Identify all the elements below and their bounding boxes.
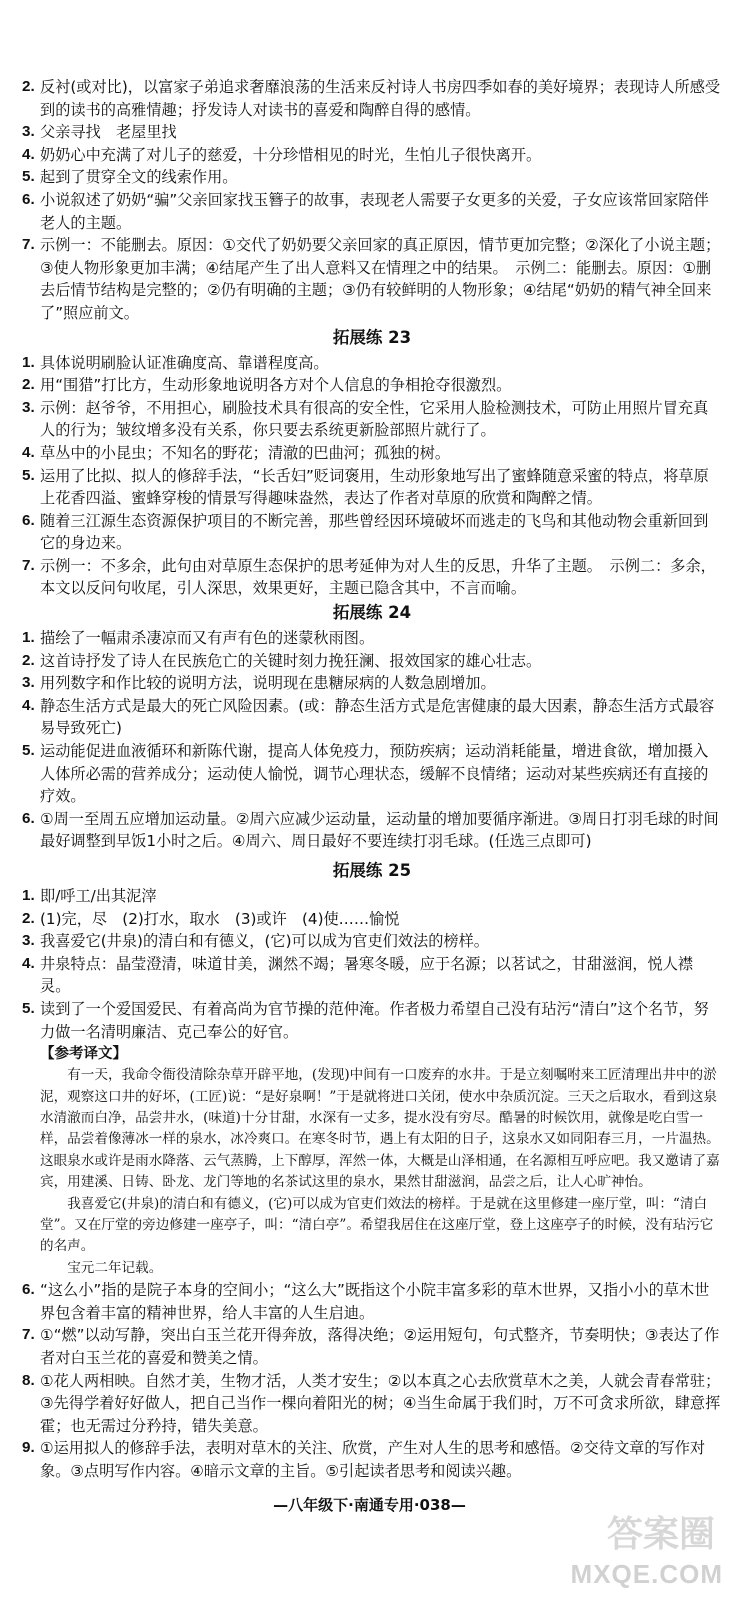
answer-number: 5. — [22, 742, 35, 760]
answer-group-lesson-25 — [22, 885, 722, 1043]
answer-number: 4. — [22, 696, 35, 714]
answer-text: 示例：赵爷爷，不用担心，刷脸技术具有很高的安全性，它采用人脸检测技术，可防止用照片冒充真人的行为；皱纹增多没有关系，你只要去系统更新脸部照片就行了。 — [40, 398, 709, 440]
answer-number: 3. — [22, 398, 35, 416]
answer-group-lesson-22 — [22, 76, 722, 325]
page-footer: —八年级下·南通专用·038— — [273, 1496, 466, 1514]
answer-text: 井泉特点：晶莹澄清，味道甘美，渊然不竭；暑寒冬暖，应于名源；以茗试之，甘甜滋润，悦人襟灵。 — [40, 954, 694, 996]
answer-number: 6. — [22, 809, 35, 827]
answer-item — [22, 740, 722, 808]
answer-number: 1. — [22, 353, 35, 371]
answer-number: 7. — [22, 236, 35, 254]
answer-text: 运动能促进血液循环和新陈代谢，提高人体免疫力，预防疾病；运动消耗能量，增进食欲，增加摄入人体所必需的营养成分；运动使人愉悦，调节心理状态，缓解不良情绪；运动对某些疾病还有直接的疗效。 — [40, 742, 709, 806]
answer-item — [22, 885, 722, 908]
answer-text: 即/呼工/出其泥滓 — [40, 887, 157, 905]
answer-text: 我喜爱它(井泉)的清白和有德义，(它)可以成为官吏们效法的榜样。 — [40, 932, 489, 951]
answer-item — [22, 234, 722, 324]
answer-item — [22, 76, 722, 121]
answer-text: ①花人两相映。自然才美，生物才活，人类才安生；②以本真之心去欣赏草木之美，人就会青春常驻；③先得学着好好做人，把自己当作一棵向着阳光的树；④当生命属于我们时，万不可贪求所欲，肆意挥霍；也无需过分矜持，错失美意。 — [40, 1371, 721, 1435]
answer-text: 起到了贯穿全文的线索作用。 — [40, 168, 238, 187]
translation-paragraph: 我喜爱它(井泉)的清白和有德义，(它)可以成为官吏们效法的榜样。于是就在这里修建一座厅堂，叫：“清白堂”。又在厅堂的旁边修建一座亭子，叫：“清白亭”。希望我居住在这座厅堂，登上这座亭子的时候，没有玷污它的名声。 — [40, 1195, 714, 1255]
answer-number: 5. — [22, 999, 35, 1017]
answer-item — [22, 510, 722, 555]
answer-text: 小说叙述了奶奶“骗”父亲回家找玉簪子的故事，表现老人需要子女更多的关爱，子女应该常回家陪伴老人的主题。 — [40, 190, 709, 232]
answer-group-lesson-24 — [22, 627, 722, 853]
section-title-25: 拓展练 25 — [332, 861, 412, 880]
answer-text: 反衬(或对比)，以富家子弟追求奢靡浪荡的生活来反衬诗人书房四季如春的美好境界；表现诗人所感受到的读书的高雅情趣；抒发诗人对读书的喜爱和陶醉自得的感情。 — [40, 78, 721, 119]
answer-number: 2. — [22, 376, 35, 394]
answer-number: 5. — [22, 466, 35, 484]
answer-number: 7. — [22, 556, 35, 574]
answer-text: (1)完，尽 (2)打水，取水 (3)或许 (4)使……愉悦 — [40, 909, 400, 928]
answer-number: 6. — [22, 190, 35, 208]
answer-item — [22, 189, 722, 234]
answer-number: 9. — [22, 1439, 35, 1457]
answer-item — [22, 908, 722, 931]
answer-number: 2. — [22, 78, 35, 95]
answer-number: 3. — [22, 674, 35, 692]
answer-item — [22, 672, 722, 695]
translation-paragraph: 宝元二年记载。 — [67, 1259, 163, 1276]
answer-item — [22, 144, 722, 167]
answer-item — [22, 555, 722, 600]
answer-number: 1. — [22, 887, 35, 904]
section-title-23: 拓展练 23 — [332, 327, 412, 347]
answer-item — [22, 930, 722, 953]
answer-item — [22, 1324, 722, 1369]
answer-item — [22, 953, 722, 998]
answer-text: 读到了一个爱国爱民、有着高尚为官节操的范仲淹。作者极力希望自己没有玷污“清白”这个名节，努力做一名清明廉洁、克己奉公的好官。 — [40, 999, 709, 1041]
answer-number: 1. — [22, 629, 35, 647]
answer-number: 2. — [22, 909, 35, 927]
answer-number: 5. — [22, 168, 35, 186]
watermark-logo — [570, 1506, 723, 1590]
answer-item — [22, 695, 722, 740]
answer-number: 3. — [22, 932, 35, 950]
answer-item — [22, 998, 722, 1043]
answer-item — [22, 1370, 722, 1438]
answer-number: 2. — [22, 651, 35, 669]
answer-text: 随着三江源生态资源保护项目的不断完善，那些曾经因环境破坏而逃走的飞鸟和其他动物会重新回到它的身边来。 — [40, 511, 709, 553]
answer-item — [22, 1279, 722, 1324]
answer-text: 这首诗抒发了诗人在民族危亡的关键时刻力挽狂澜、报效国家的雄心壮志。 — [40, 651, 542, 670]
answer-text: ①周一至周五应增加运动量。②周六应减少运动量，运动量的增加要循序渐进。③周日打羽毛球的时间最好调整到早饭1小时之后。④周六、周日最好不要连续打羽毛球。(任选三点即可) — [40, 809, 719, 851]
translation-label: 【参考译文】 — [40, 1046, 127, 1063]
answer-text: 静态生活方式是最大的死亡风险因素。(或：静态生活方式是危害健康的最大因素，静态生活方式最容易导致死亡) — [40, 696, 715, 738]
answer-item — [22, 650, 722, 673]
answer-item — [22, 442, 722, 465]
answer-number: 3. — [22, 123, 35, 141]
answer-item — [22, 808, 722, 853]
answer-item — [22, 166, 722, 189]
answer-text: ①运用拟人的修辞手法，表明对草木的关注、欣赏，产生对人生的思考和感悟。②交待文章的写作对象。③点明写作内容。④暗示文章的主旨。⑤引起读者思考和阅读兴趣。 — [40, 1439, 706, 1480]
answer-item — [22, 121, 722, 144]
answer-text: 奶奶心中充满了对儿子的慈爱，十分珍惜相见的时光，生怕儿子很快离开。 — [40, 145, 542, 164]
translation-block — [22, 1065, 722, 1279]
answer-item — [22, 352, 722, 375]
answer-text: 具体说明刷脸认证准确度高、靠谱程度高。 — [40, 353, 329, 372]
answer-item — [22, 465, 722, 510]
section-title-24: 拓展练 24 — [332, 603, 412, 623]
answer-text: “这么小”指的是院子本身的空间小；“这么大”既指这个小院丰富多彩的草木世界，又指小小的草木世界包含着丰富的精神世界，给人丰富的人生启迪。 — [40, 1281, 710, 1322]
answer-number: 4. — [22, 145, 35, 163]
answer-number: 6. — [22, 1281, 35, 1299]
answer-item — [22, 397, 722, 442]
answer-item — [22, 374, 722, 397]
watermark-cn: 答案圈 — [606, 1514, 715, 1555]
answer-text: 描绘了一幅肃杀凄凉而又有声有色的迷蒙秋雨图。 — [40, 629, 375, 648]
answer-text: ①“燃”以动写静，突出白玉兰花开得奔放，落得决绝；②运用短句，句式整齐，节奏明快；③表达了作者对白玉兰花的喜爱和赞美之情。 — [40, 1326, 720, 1367]
answer-item — [22, 627, 722, 650]
answer-group-lesson-25-cont — [22, 1279, 722, 1482]
answer-text: 用“围猎”打比方，生动形象地说明各方对个人信息的争相抢夺很激烈。 — [40, 376, 512, 395]
answer-text: 草丛中的小昆虫；不知名的野花；清澈的巴曲河；孤独的树。 — [40, 443, 451, 462]
answer-number: 7. — [22, 1326, 35, 1344]
answer-text: 父亲寻找 老屋里找 — [40, 123, 177, 142]
answer-group-lesson-23 — [22, 352, 722, 601]
answer-text: 示例一：不能删去。原因：①交代了奶奶要父亲回家的真正原因，情节更加完整；②深化了小说主题；③使人物形象更加丰满；④结尾产生了出人意料又在情理之中的结果。 示例二：能删去。原因：①删去后情节结构是完整的；②仍有明确的主题；③仍有较鲜明的人物形象；④结尾“奶奶的精气神全回来了”照应前文。 — [40, 236, 721, 322]
answer-text: 运用了比拟、拟人的修辞手法，“长舌妇”贬词褒用，生动形象地写出了蜜蜂随意采蜜的特点，将草原上花香四溢、蜜蜂穿梭的情景写得趣味盎然，表达了作者对草原的欣赏和陶醉之情。 — [40, 466, 709, 508]
answer-text: 用列数字和作比较的说明方法，说明现在患糖尿病的人数急剧增加。 — [40, 674, 496, 693]
answer-number: 6. — [22, 511, 35, 529]
watermark-en: MXQE.COM — [570, 1559, 723, 1589]
answer-number: 4. — [22, 443, 35, 461]
answer-content — [22, 76, 722, 1483]
answer-text: 示例一：不多余，此句由对草原生态保护的思考延伸为对人生的反思，升华了主题。 示例二：多余，本文以反问句收尾，引人深思，效果更好，主题已隐含其中，不言而喻。 — [40, 556, 716, 598]
translation-paragraph: 有一天，我命令衙役清除杂草开辟平地，(发现)中间有一口废弃的水井。于是立刻嘱咐来工匠清理出井中的淤泥，观察这口井的好坏，(工匠)说：“是好泉啊！”于是就将进口关闭，使水中杂质沉淀。三天之后取水，看到这泉水清澈而白净，品尝井水，(味道)十分甘甜，水深有一丈多，提水没有穷尽。酷暑的时候饮用，就像是吃白雪一样，品尝着像薄冰一样的泉水，冰冷爽口。在寒冬时节，遇上有太阳的日子，这泉水又如同阳春三月，一片温热。这眼泉水或许是雨水降落、云气蒸腾，上下醇厚，浑然一体，大概是山泽相通，在名源相互呼应吧。我又邀请了嘉宾，用建溪、日铸、卧龙、龙门等地的名茶试这里的泉水，果然甘甜滋润，品尝之后，让人心旷神怡。 — [40, 1067, 720, 1191]
answer-item — [22, 1437, 722, 1482]
answer-number: 4. — [22, 954, 35, 972]
answer-number: 8. — [22, 1371, 35, 1389]
